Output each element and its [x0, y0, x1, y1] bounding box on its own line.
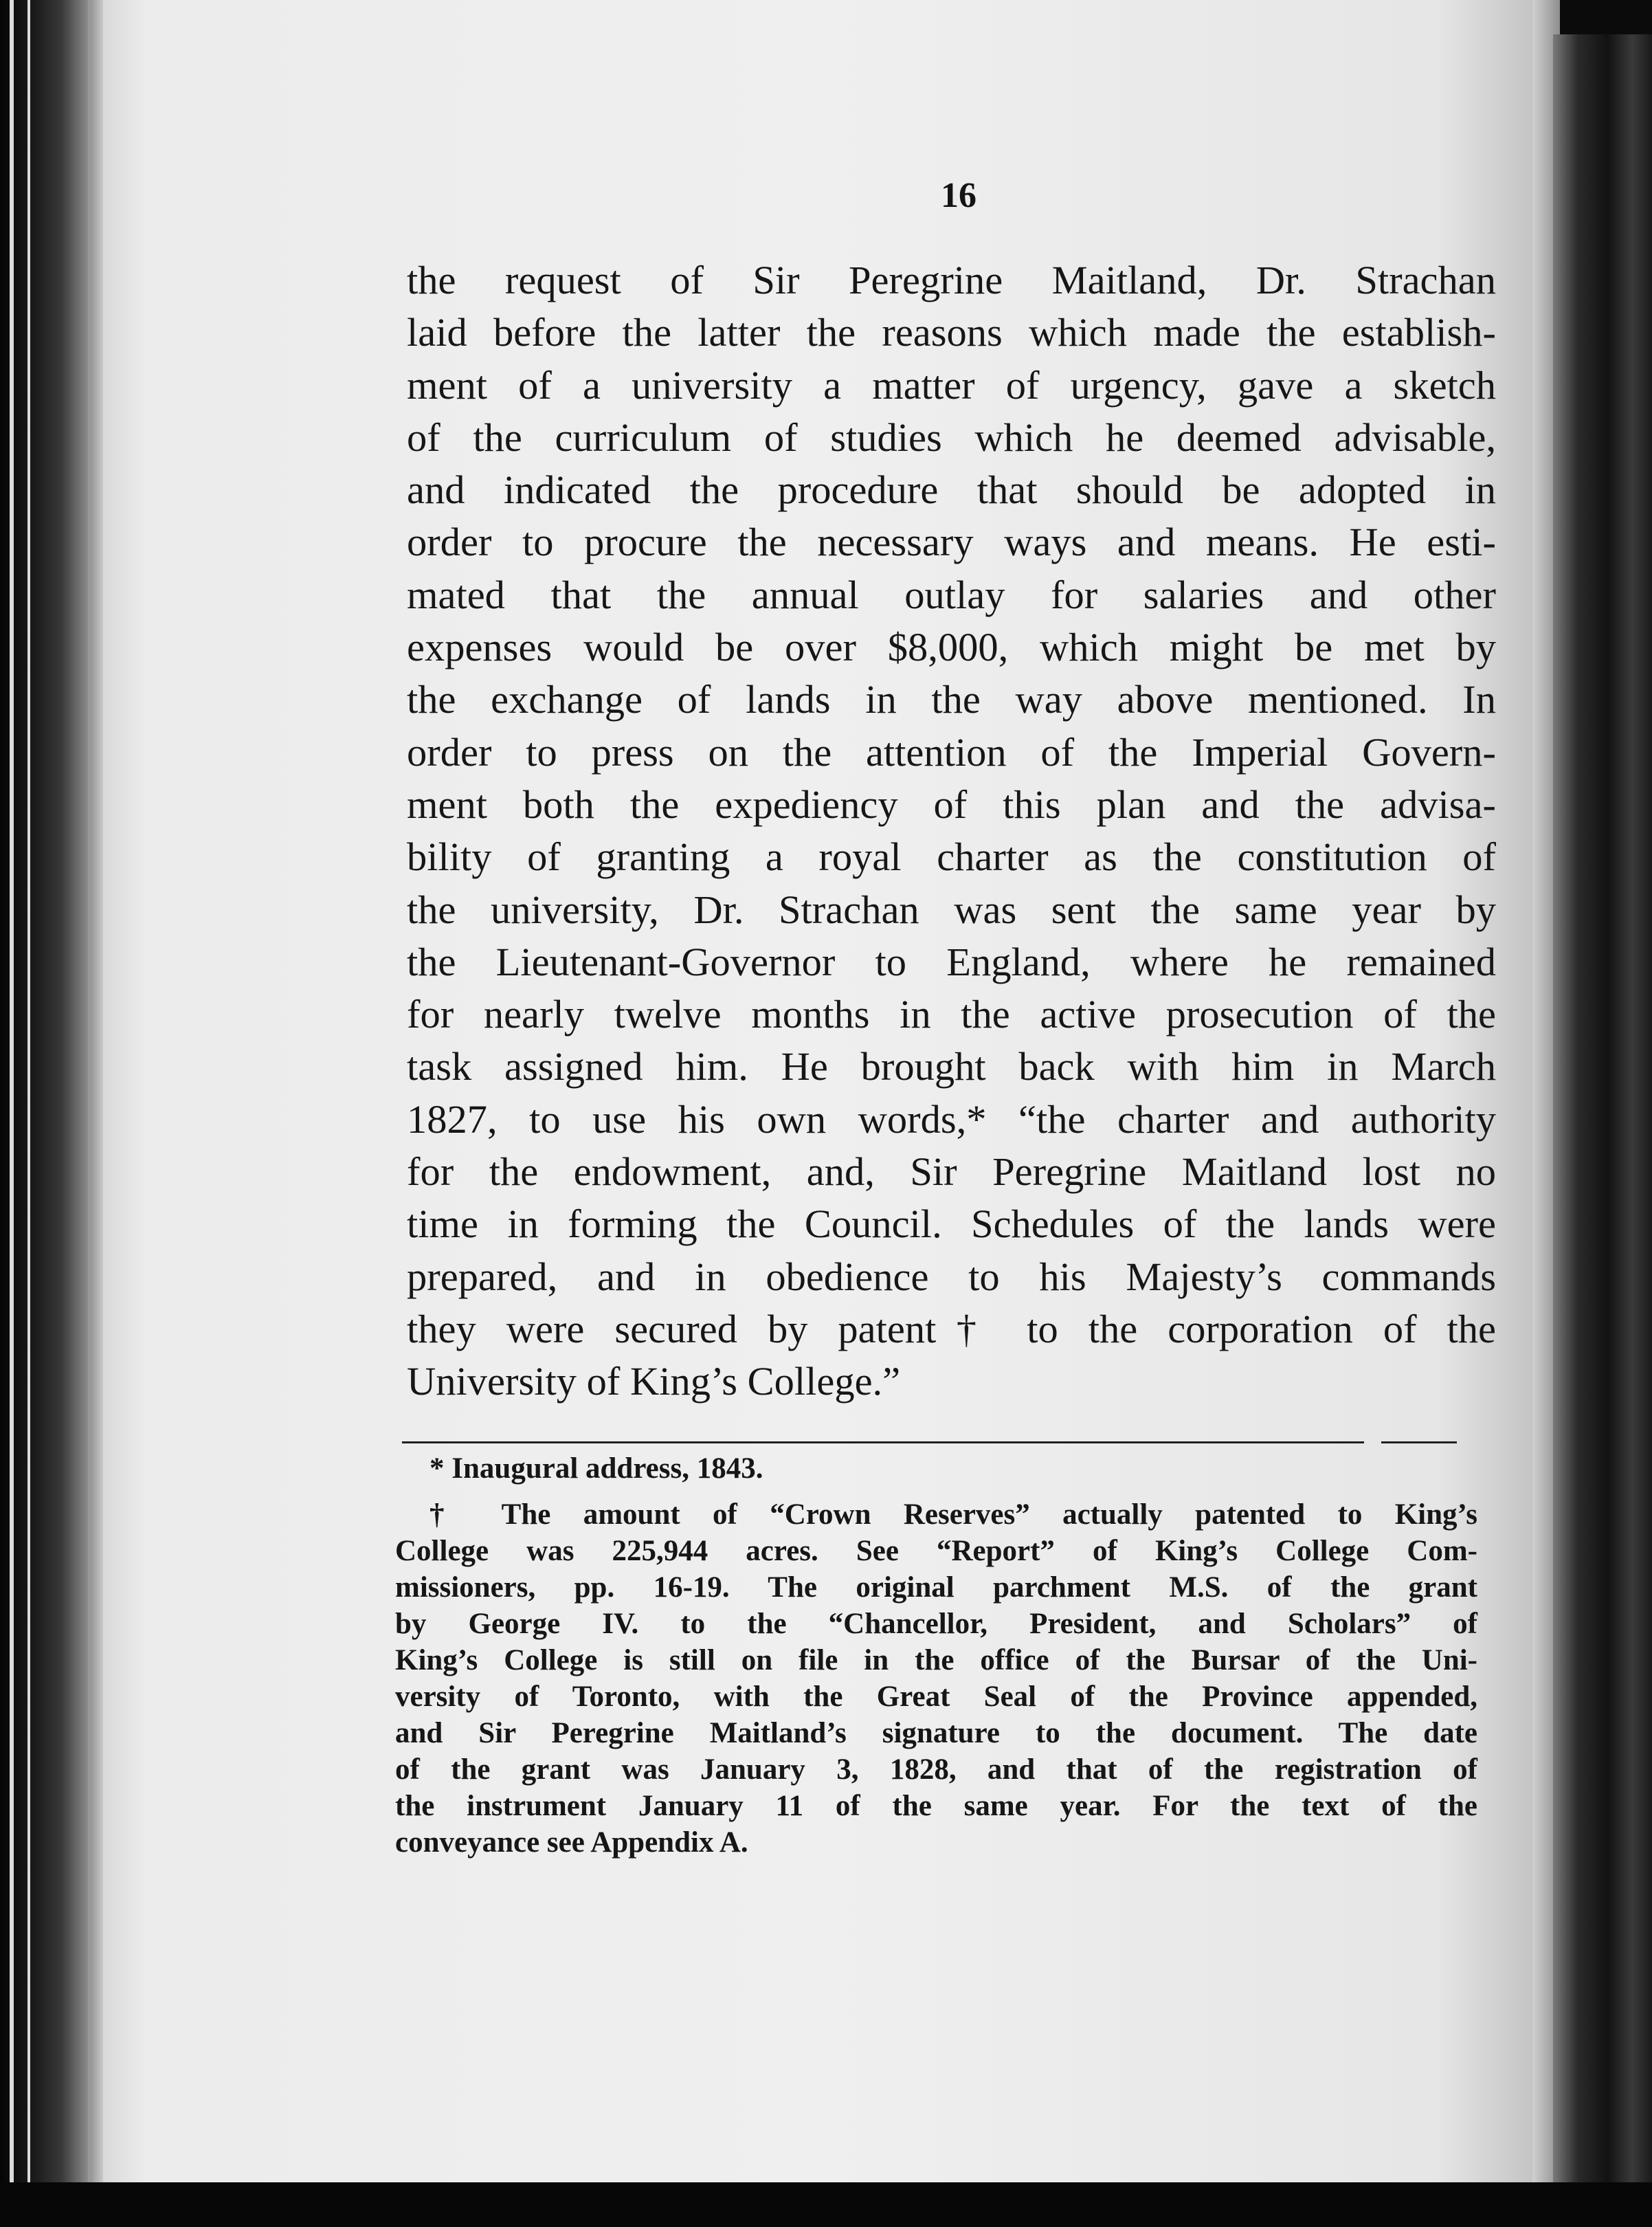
body-line: ment both the expediency of this plan and the advisa-: [407, 782, 1496, 827]
body-line: mated that the annual outlay for salaries and other: [407, 572, 1496, 617]
footnote-line: versity of Toronto, with the Great Seal of the Province appended,: [395, 1681, 1477, 1713]
footnote-line: conveyance see Appendix A.: [395, 1826, 748, 1859]
body-line: laid before the latter the reasons which made the establish-: [407, 310, 1496, 355]
body-line: task assigned him. He brought back with him in March: [407, 1044, 1496, 1089]
bottom-edge: [0, 2182, 1652, 2227]
footnote-line: † The amount of “Crown Reserves” actually patented to King’s: [429, 1498, 1477, 1531]
body-line: order to procure the necessary ways and means. He esti-: [407, 520, 1496, 565]
body-line: the Lieutenant-Governor to England, where he remained: [407, 939, 1496, 984]
binding-stripe: [10, 0, 14, 2227]
body-line: for the endowment, and, Sir Peregrine Maitland lost no: [407, 1149, 1496, 1195]
body-text: [407, 254, 1496, 1408]
footnote-line: the instrument January 11 of the same year. For the text of the: [395, 1790, 1477, 1822]
footnote-line: College was 225,944 acres. See “Report” of King’s College Com-: [395, 1535, 1477, 1567]
binding-stripe: [88, 0, 90, 2227]
footnote-line: missioners, pp. 16-19. The original parchment M.S. of the grant: [395, 1571, 1477, 1604]
binding-stripe: [27, 0, 30, 2227]
footnote-inaugural-address: * Inaugural address, 1843.: [429, 1452, 763, 1485]
footnote-line: by George IV. to the “Chancellor, President, and Scholars” of: [395, 1608, 1477, 1640]
book-binding-edge: [0, 0, 103, 2227]
body-line: University of King’s College.”: [407, 1359, 901, 1404]
body-line: order to press on the attention of the Imperial Govern-: [407, 729, 1496, 775]
body-line: bility of granting a royal charter as the constitution of: [407, 834, 1496, 880]
page-number: 16: [941, 176, 976, 215]
body-line: 1827, to use his own words,* “the charter and authority: [407, 1096, 1496, 1142]
body-line: time in forming the Council. Schedules of the lands were: [407, 1201, 1496, 1247]
body-line: expenses would be over $8,000, which might be met by: [407, 625, 1496, 670]
footnote-crown-reserves: [395, 1496, 1477, 1861]
right-edge-shadow: [1553, 34, 1652, 2182]
body-line: and indicated the procedure that should be adopted in: [407, 467, 1496, 513]
footnote-line: and Sir Peregrine Maitland’s signature to the document. The date: [395, 1717, 1477, 1749]
body-line: the university, Dr. Strachan was sent the same year by: [407, 887, 1496, 932]
body-line: ment of a university a matter of urgency, gave a sketch: [407, 362, 1496, 408]
body-line: prepared, and in obedience to his Majesty’s commands: [407, 1254, 1496, 1299]
body-line: for nearly twelve months in the active prosecution of the: [407, 992, 1496, 1037]
body-line: the exchange of lands in the way above mentioned. In: [407, 677, 1496, 722]
body-line: of the curriculum of studies which he deemed advisable,: [407, 414, 1496, 460]
footnote-divider: [402, 1441, 1364, 1443]
body-line: the request of Sir Peregrine Maitland, Dr. Strachan: [407, 258, 1496, 302]
footnote-line: King’s College is still on file in the office of the Bursar of the Uni-: [395, 1644, 1477, 1676]
footnote-line: of the grant was January 3, 1828, and that of the registration of: [395, 1753, 1477, 1786]
footnote-divider-short: [1381, 1441, 1457, 1443]
footnotes: [395, 1450, 1477, 1861]
body-line: they were secured by patent† to the corporation of the: [407, 1306, 1496, 1351]
